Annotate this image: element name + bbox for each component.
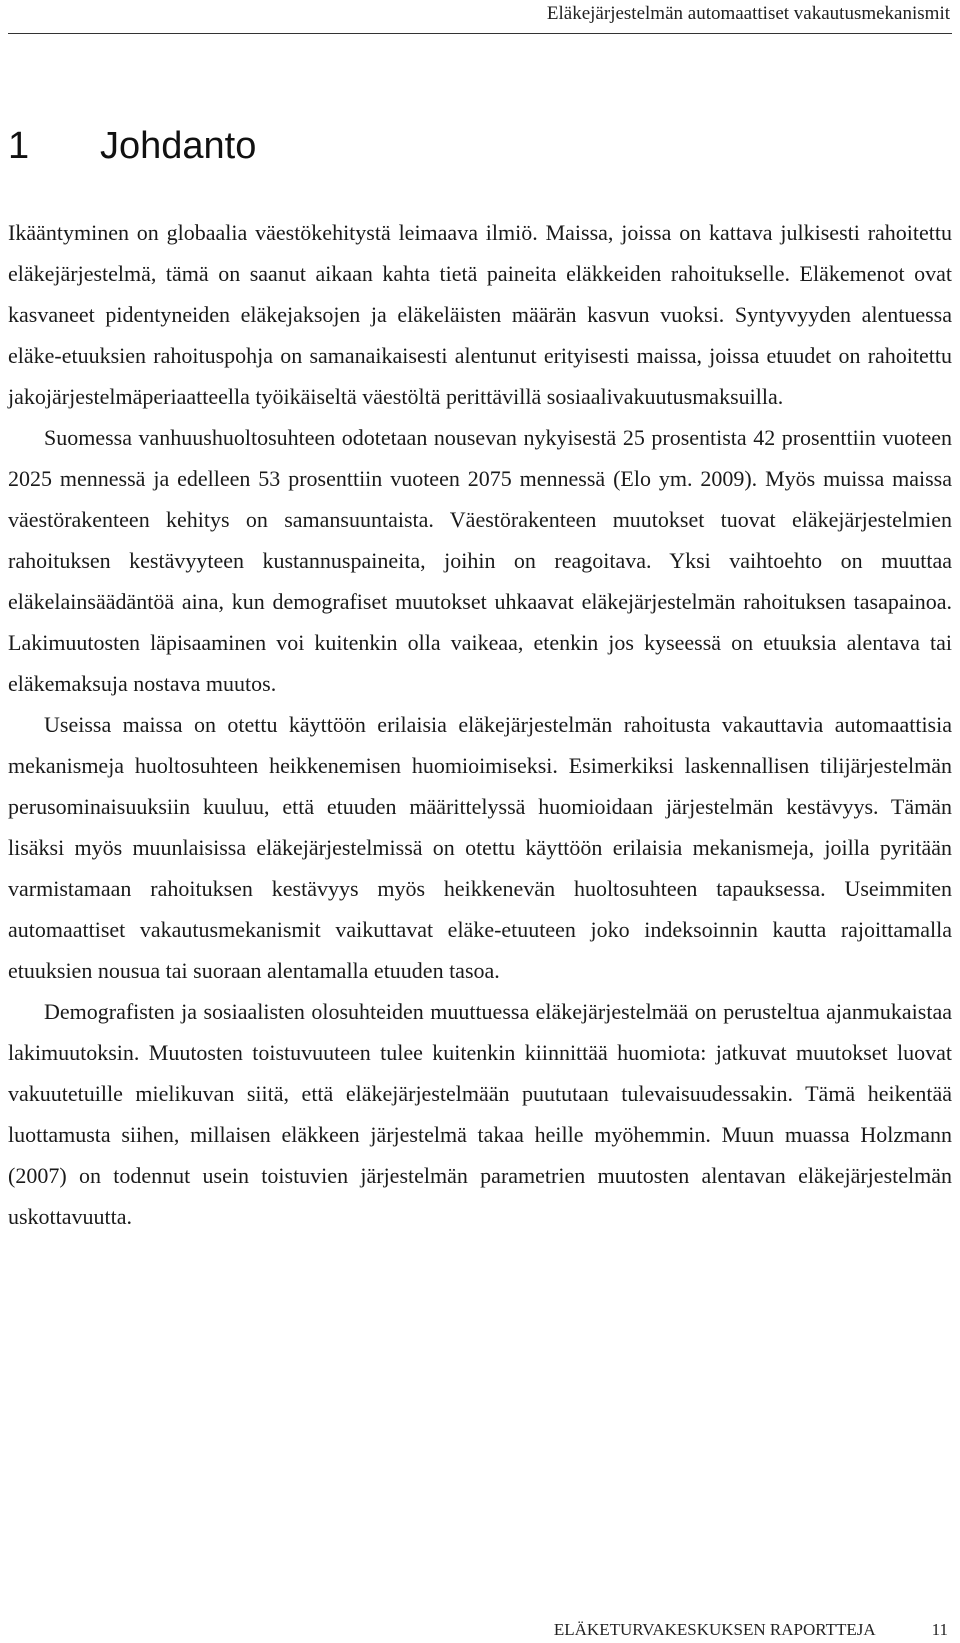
running-head: Eläkejärjestelmän automaattiset vakautusmekanismit (546, 3, 950, 24)
page-footer (554, 1618, 948, 1642)
page-number: 11 (931, 1620, 948, 1639)
chapter-number: 1 (8, 125, 30, 167)
paragraph: Demografisten ja sosiaalisten olosuhteiden muuttuessa eläkejärjestelmää on perusteltua ajanmukaistaa lakimuutoksin. Muutosten toistuvuuteen tulee kuitenkin kiinnittää huomiota: jatkuvat muutokset luovat vakuutetuille mielikuvan siitä, että eläkejärjestelmään puututaan tulevaisuudessakin. Tämä heikentää luottamusta siihen, millaisen eläkkeen järjestelmä takaa heille myöhemmin. Muun muassa Holzmann (2007) on todennut usein toistuvien järjestelmän parametrien muutosten alentavan eläkejärjestelmän uskottavuutta. (8, 999, 952, 1229)
paragraph: Useissa maissa on otettu käyttöön erilaisia eläkejärjestelmän rahoitusta vakauttavia automaattisia mekanismeja huoltosuhteen heikkenemisen huomioimiseksi. Esimerkiksi laskennallisen tilijärjestelmän perusominaisuuksiin kuuluu, että etuuden määrittelyssä huomioidaan järjestelmän kestävyys. Tämän lisäksi myös muunlaisissa eläkejärjestelmissä on otettu käyttöön erilaisia mekanismeja, joilla pyritään varmistamaan rahoituksen kestävyys myös heikkenevän huoltosuhteen tapauksessa. Useimmiten automaattiset vakautusmekanismit vaikuttavat eläke-etuuteen joko indeksoinnin kautta rajoittamalla etuuksien nousua tai suoraan alentamalla etuuden tasoa. (8, 712, 952, 983)
paragraph: Ikääntyminen on globaalia väestökehitystä leimaava ilmiö. Maissa, joissa on kattava julkisesti rahoitettu eläkejärjestelmä, tämä on saanut aikaan kahta tietä paineita eläkkeiden rahoitukselle. Eläkemenot ovat kasvaneet pidentyneiden eläkejaksojen ja eläkeläisten määrän kasvun vuoksi. Syntyvyyden alentuessa eläke-etuuksien rahoituspohja on samanaikaisesti alentunut erityisesti maissa, joissa etuudet on rahoitettu jakojärjestelmäperiaatteella työikäiseltä väestöltä perittävillä sosiaalivakuutusmaksuilla. (8, 220, 952, 409)
chapter-title-text: Johdanto (100, 125, 257, 167)
paragraph: Suomessa vanhuushuoltosuhteen odotetaan nousevan nykyisestä 25 prosentista 42 prosenttiin vuoteen 2025 mennessä ja edelleen 53 prosenttiin vuoteen 2075 mennessä (Elo ym. 2009). Myös muissa maissa väestörakenteen kehitys on samansuuntaista. Väestörakenteen muutokset tuovat eläkejärjestelmien rahoituksen kestävyyteen kustannuspaineita, joihin on reagoitava. Yksi vaihtoehto on muuttaa eläkelainsäädäntöä aina, kun demografiset muutokset uhkaavat eläkejärjestelmän rahoituksen tasapainoa. Lakimuutosten läpisaaminen voi kuitenkin olla vaikeaa, etenkin jos kyseessä on etuuksia alentava tai eläkemaksuja nostava muutos. (8, 425, 952, 696)
body-text (8, 212, 952, 1237)
header-rule (8, 33, 952, 34)
footer-series-title: ELÄKETURVAKESKUKSEN RAPORTTEJA (553, 1620, 876, 1639)
chapter-title (8, 122, 256, 170)
